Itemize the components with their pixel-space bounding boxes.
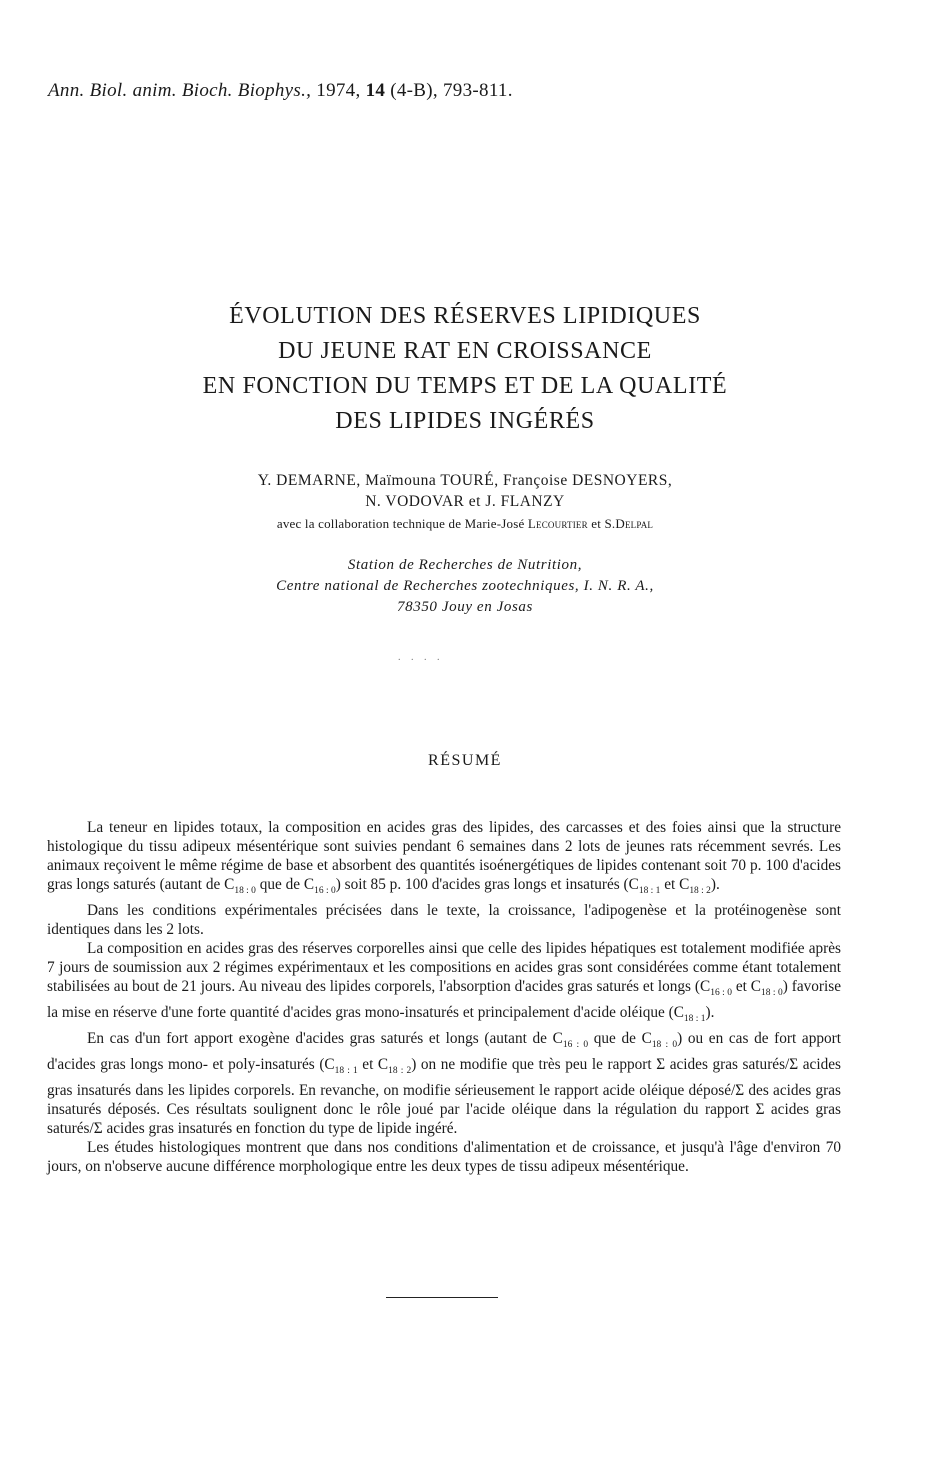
- text-run: En cas d'un fort apport exogène d'acides gras saturés et longs (autant de C: [87, 1030, 563, 1048]
- text-run: ) favorise la mise en réserve d'une forte quantité d'acides gras mono-insaturés et principalement d'acide oléique (C: [47, 978, 841, 1022]
- subscript: 18 : 1: [638, 886, 661, 897]
- subscript: 18 : 2: [689, 886, 711, 897]
- collaboration-note: [0, 516, 930, 532]
- text-run: et C: [731, 978, 761, 996]
- abstract-paragraph: Dans les conditions expérimentales précisées dans le texte, la croissance, l'adipogenèse et la protéinogenèse sont identiques dans les 2 lots.: [47, 902, 841, 939]
- citation-year: 1974,: [316, 80, 361, 101]
- collaborator-name: Delpal: [615, 516, 654, 531]
- collaboration-middle: et S.: [591, 516, 616, 531]
- text-run: ) soit 85 p. 100 d'acides gras longs et insaturés (C: [335, 876, 639, 893]
- subscript: 18 : 0: [234, 886, 256, 897]
- subscript: 18 : 1: [683, 1014, 706, 1025]
- subscript: 16 : 0: [314, 886, 336, 897]
- affiliation-line: Centre national de Recherches zootechniques, I. N. R. A.,: [276, 578, 654, 594]
- collaboration-prefix: avec la collaboration technique de Marie-José: [276, 516, 525, 531]
- abstract-paragraph: [47, 1029, 841, 1138]
- affiliation: [0, 555, 930, 618]
- subscript: 18 : 0: [651, 1040, 678, 1051]
- text-run: que de C: [255, 876, 315, 893]
- text-run: ) on ne modifie que très peu le rapport Σ acides gras saturés/Σ acides gras insaturés dans les lipides corporels. En revanche, on modifie sérieusement le rapport acide oléique déposé/Σ des acides gras insaturés déposés. Ces résultats soulignent donc le rôle joué par l'acide oléique dans la régulation du rapport Σ acides gras saturés/Σ acides gras insaturés en fonction du type de lipide ingéré.: [47, 1056, 841, 1138]
- title-line: ÉVOLUTION DES RÉSERVES LIPIDIQUES: [229, 303, 701, 329]
- separator-dots: . . . .: [398, 652, 444, 663]
- journal-citation: [48, 80, 513, 102]
- text-run: et C: [357, 1056, 389, 1074]
- subscript: 18 : 2: [388, 1066, 412, 1077]
- text-run: La composition en acides gras des réserves corporelles ainsi que celle des lipides hépatiques est totalement modifiée après 7 jours de soumission aux 2 régimes expérimentaux et les compositions en acides gras sont considérées comme étant totalement stabilisées au bout de 21 jours. Au niveau des lipides corporels, l'absorption d'acides gras saturés et longs (C: [47, 940, 841, 996]
- text-run: que de C: [588, 1030, 652, 1048]
- subscript: 18 : 1: [334, 1066, 358, 1077]
- affiliation-line: Station de Recherches de Nutrition,: [347, 557, 583, 573]
- text-run: La teneur en lipides totaux, la composition en acides gras des lipides, des carcasses et des foies ainsi que la structure histologique du tissu adipeux mésentérique sont suivies pendant 6 semaines dans 2 lots de jeunes rats récemment sevrés. Les animaux reçoivent le même régime de base et absorbent des quantités isoénergétiques de lipides contenant soit 70 p. 100 d'acides gras longs saturés (autant de C: [47, 819, 841, 893]
- text-run: et C: [660, 876, 690, 893]
- subscript: 16 : 0: [710, 988, 732, 999]
- collaborator-name: Lecourtier: [527, 516, 588, 531]
- title-line: EN FONCTION DU TEMPS ET DE LA QUALITÉ: [202, 373, 728, 399]
- journal-name: Ann. Biol. anim. Bioch. Biophys.,: [48, 80, 312, 101]
- author-line: Y. DEMARNE, Maïmouna TOURÉ, Françoise DESNOYERS,: [257, 472, 673, 489]
- end-rule: [386, 1297, 498, 1298]
- text-run: ) ou en cas de fort apport d'acides gras longs mono- et poly-insaturés (C: [47, 1030, 841, 1074]
- citation-volume: 14: [365, 80, 386, 101]
- abstract-paragraph: [47, 818, 841, 901]
- author-line: N. VODOVAR et J. FLANZY: [365, 493, 565, 510]
- abstract-body: [47, 818, 841, 1176]
- text-run: ).: [705, 1004, 715, 1022]
- citation-issue-pages: (4-B), 793-811.: [390, 80, 513, 101]
- article-title: [0, 299, 930, 439]
- author-list: [0, 470, 930, 512]
- title-line: DU JEUNE RAT EN CROISSANCE: [278, 338, 652, 364]
- text-run: ).: [710, 876, 720, 893]
- subscript: 18 : 0: [761, 988, 783, 999]
- abstract-paragraph: [47, 939, 841, 1029]
- abstract-paragraph: Les études histologiques montrent que dans nos conditions d'alimentation et de croissance, et jusqu'à l'âge d'environ 70 jours, on n'observe aucune différence morphologique entre les deux types de tissu adipeux mésentérique.: [47, 1139, 841, 1176]
- section-heading: RÉSUMÉ: [428, 752, 502, 769]
- subscript: 16 : 0: [562, 1040, 589, 1051]
- affiliation-line: 78350 Jouy en Josas: [397, 599, 533, 615]
- title-line: DES LIPIDES INGÉRÉS: [335, 408, 595, 434]
